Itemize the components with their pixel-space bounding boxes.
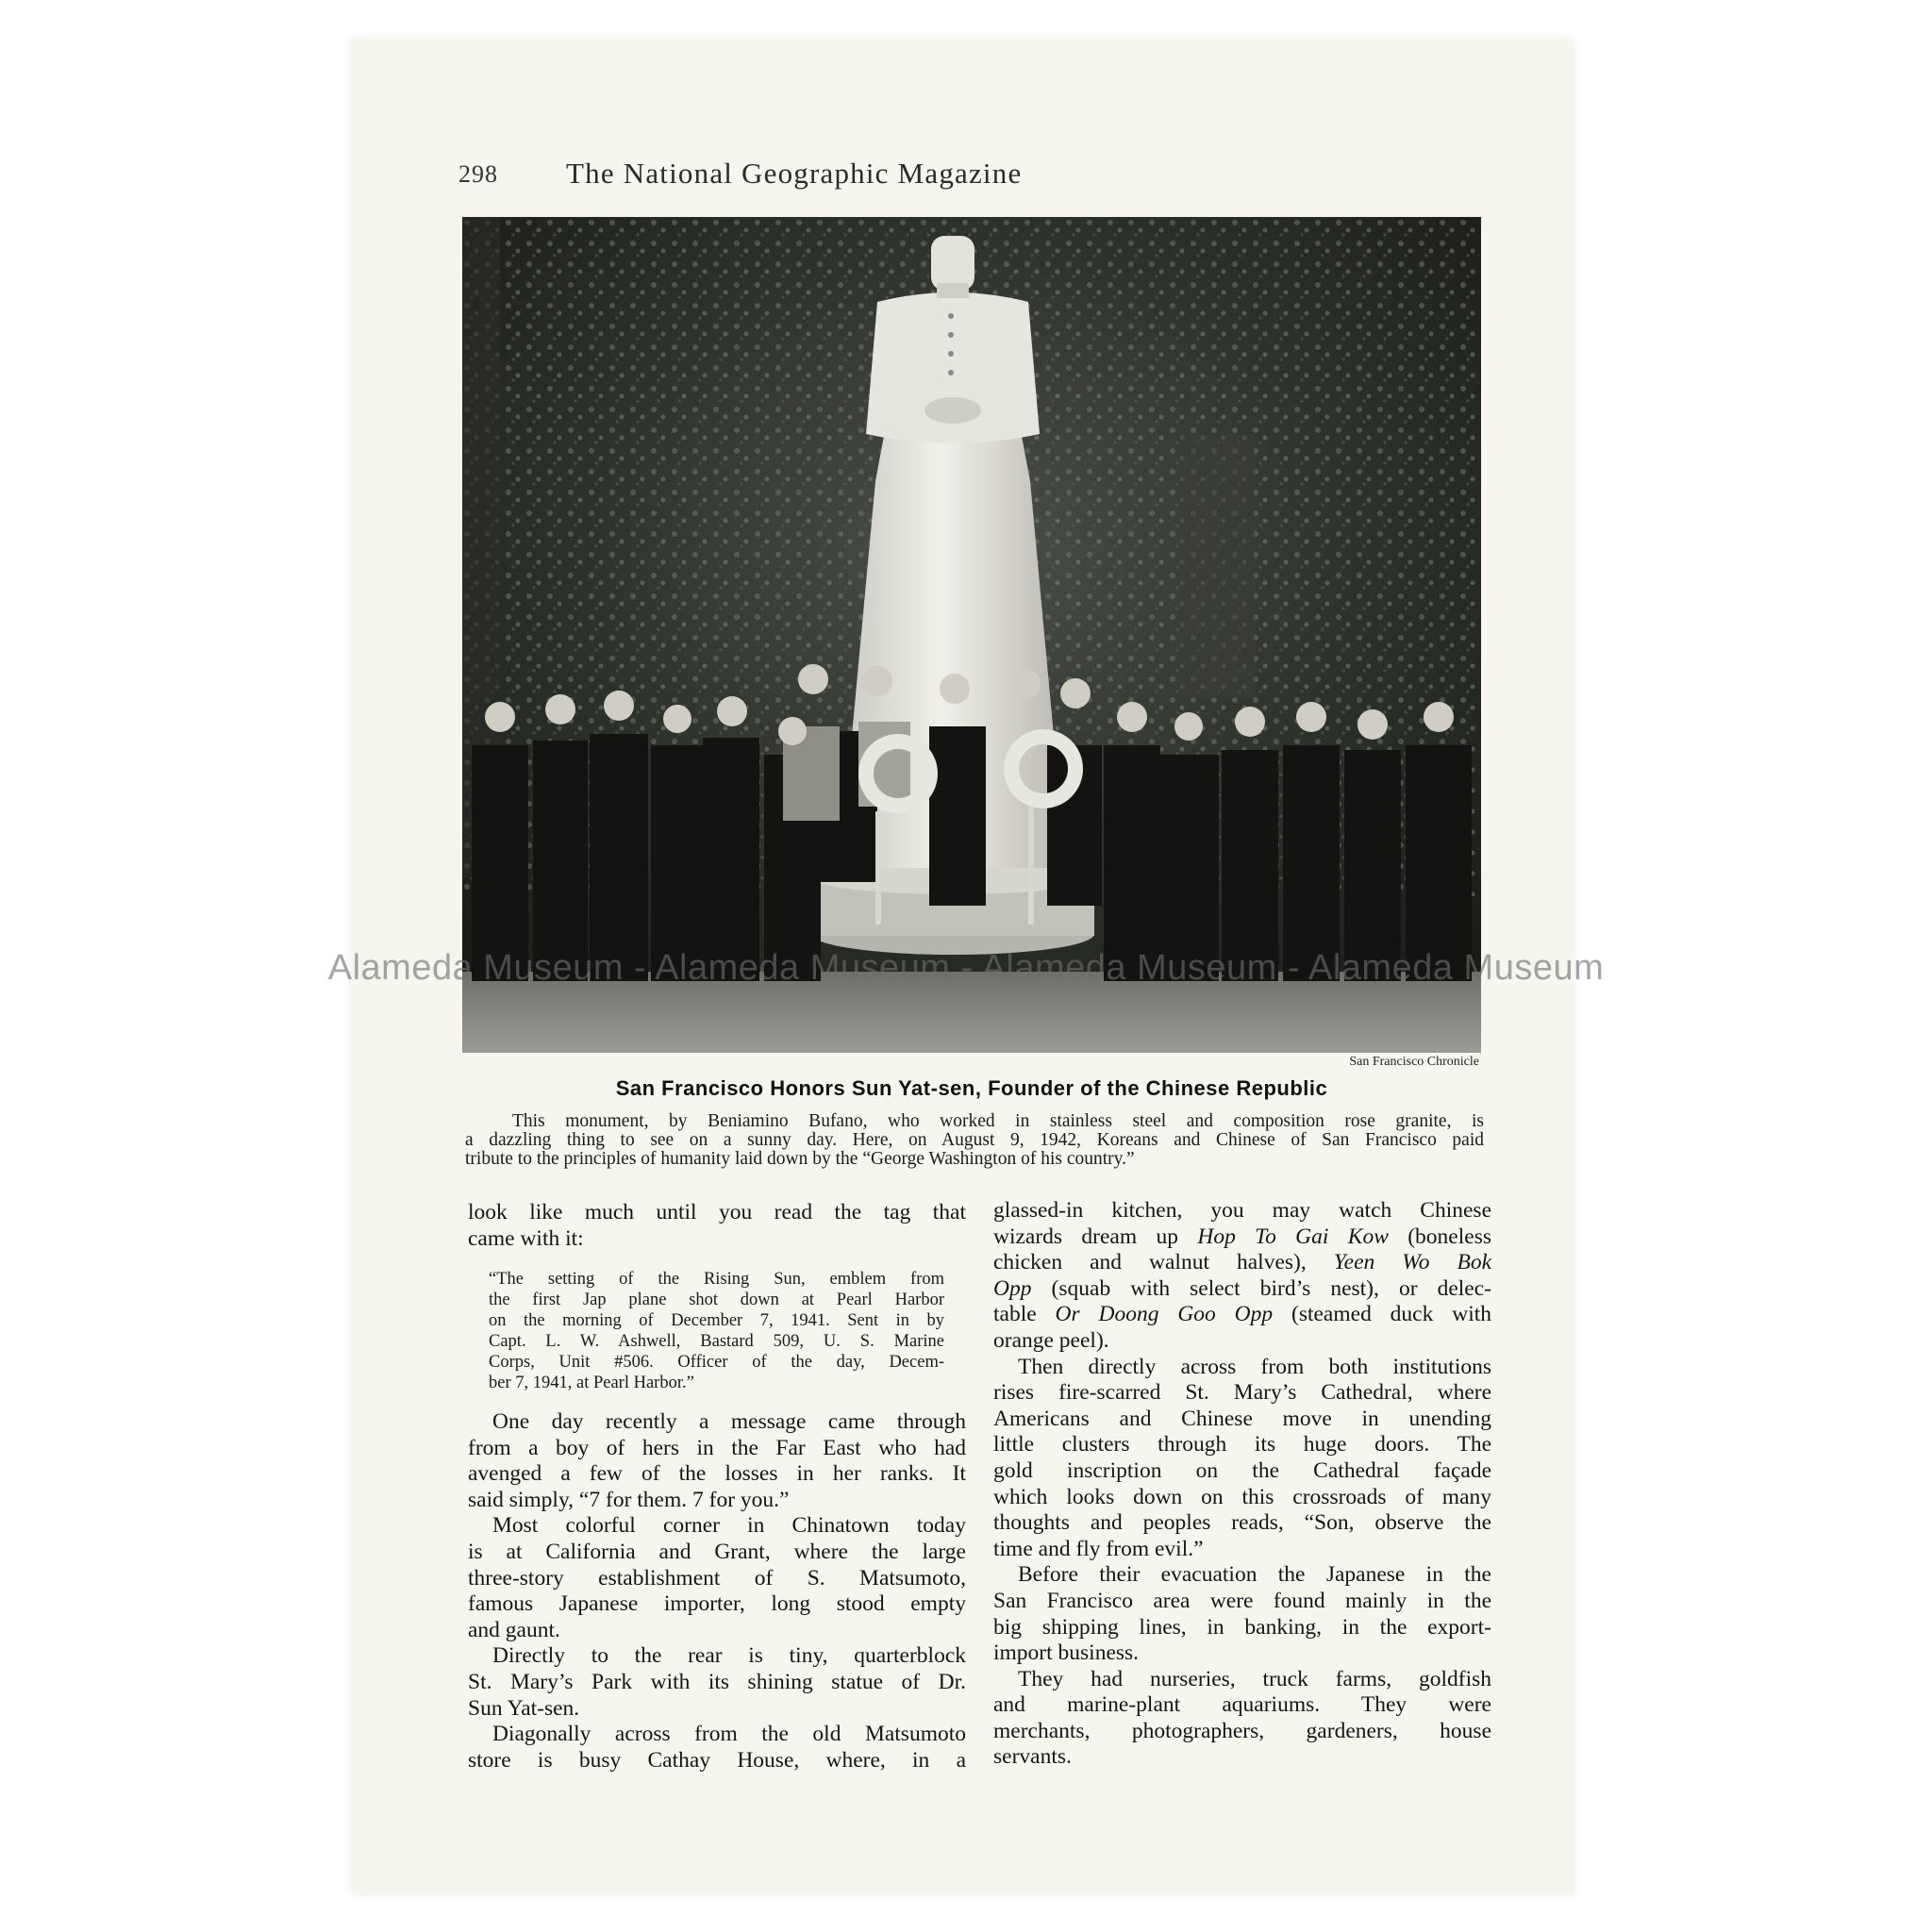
text-line: came with it: <box>468 1225 584 1251</box>
text-line: One day recently a message came through <box>492 1409 966 1434</box>
text-line: import business. <box>993 1641 1140 1666</box>
text-line: big shipping lines, in banking, in the export- <box>993 1614 1491 1640</box>
dish-name: Opp <box>993 1275 1032 1301</box>
quote-line: on the morning of December 7, 1941. Sent in by <box>489 1311 944 1330</box>
text-line: St. Mary’s Park with its shining statue of Dr. <box>468 1669 966 1694</box>
text-line <box>993 1224 1491 1251</box>
text-run: chicken and walnut halves), <box>993 1250 1334 1275</box>
text-line: gold inscription on the Cathedral façade <box>993 1457 1491 1483</box>
quote-line: Corps, Unit #506. Officer of the day, Decem- <box>489 1353 944 1372</box>
text-line: said simply, “7 for them. 7 for you.” <box>468 1487 790 1512</box>
text-line: servants. <box>993 1744 1072 1770</box>
text-run: (squab with select bird’s nest), or delec- <box>1031 1275 1491 1301</box>
text-line: Before their evacuation the Japanese in the <box>1018 1562 1491 1588</box>
text-line: Diagonally across from the old Matsumoto <box>492 1722 966 1747</box>
right-column <box>993 1198 1491 1771</box>
text-line: orange peel). <box>993 1327 1109 1353</box>
text-line: avenged a few of the losses in her ranks. It <box>468 1461 966 1487</box>
text-line: glassed-in kitchen, you may watch Chinese <box>993 1198 1491 1223</box>
caption-line: tribute to the principles of humanity laid down by the “George Washington of his country.” <box>465 1149 1135 1169</box>
text-line <box>993 1250 1491 1276</box>
text-run: wizards dream up <box>993 1224 1198 1249</box>
text-line <box>993 1276 1491 1303</box>
text-line: famous Japanese importer, long stood empty <box>468 1591 966 1617</box>
running-head: The National Geographic Magazine <box>566 157 1023 190</box>
caption-line: a dazzling thing to see on a sunny day. Here, on August 9, 1942, Koreans and Chinese of San Francisco paid <box>465 1130 1484 1150</box>
text-line: thoughts and peoples reads, “Son, observe the <box>993 1510 1491 1536</box>
text-line: is at California and Grant, where the large <box>468 1539 966 1564</box>
text-run: table <box>993 1302 1056 1327</box>
text-line: Then directly across from both institutions <box>1018 1354 1491 1379</box>
photo-credit: San Francisco Chronicle <box>1349 1055 1479 1069</box>
caption-title: San Francisco Honors Sun Yat-sen, Founder of the Chinese Republic <box>615 1076 1328 1100</box>
monument-photo <box>462 217 1481 1053</box>
left-column <box>468 1200 966 1252</box>
text-line: store is busy Cathay House, where, in a <box>468 1747 966 1773</box>
text-run: (steamed duck with <box>1273 1302 1491 1327</box>
quote-line: the first Jap plane shot down at Pearl Harbor <box>489 1291 944 1309</box>
text-line: They had nurseries, truck farms, goldfish <box>1018 1666 1491 1691</box>
text-line: little clusters through its huge doors. The <box>993 1432 1491 1457</box>
text-line: and gaunt. <box>468 1617 560 1642</box>
dish-name: Hop To Gai Kow <box>1197 1224 1389 1249</box>
caption-body <box>465 1112 1484 1169</box>
text-run: (boneless <box>1388 1224 1491 1249</box>
text-line: look like much until you read the tag that <box>468 1200 966 1224</box>
text-line <box>993 1302 1491 1328</box>
text-line: San Francisco area were found mainly in the <box>993 1588 1491 1613</box>
caption-line: This monument, by Beniamino Bufano, who worked in stainless steel and composition rose granite, is <box>512 1111 1484 1131</box>
quote-line: ber 7, 1941, at Pearl Harbor.” <box>489 1374 694 1392</box>
left-column-body <box>468 1409 966 1774</box>
text-line: and marine-plant aquariums. They were <box>993 1692 1491 1718</box>
text-line: rises fire-scarred St. Mary’s Cathedral, where <box>993 1380 1491 1406</box>
text-line: from a boy of hers in the Far East who had <box>468 1435 966 1460</box>
text-line: which looks down on this crossroads of many <box>993 1484 1491 1509</box>
text-line: merchants, photographers, gardeners, house <box>993 1718 1491 1743</box>
text-line: Americans and Chinese move in unending <box>993 1406 1491 1431</box>
text-line: Directly to the rear is tiny, quarterblock <box>492 1643 966 1669</box>
text-line: Most colorful corner in Chinatown today <box>492 1513 966 1539</box>
quote-line: Capt. L. W. Ashwell, Bastard 509, U. S. Marine <box>489 1332 944 1351</box>
watermark: Alameda Museum - Alameda Museum - Alameda Museum - Alameda Museum <box>327 948 1605 988</box>
quote-line: “The setting of the Rising Sun, emblem from <box>489 1270 944 1289</box>
text-line: Sun Yat-sen. <box>468 1695 580 1721</box>
text-line: three-story establishment of S. Matsumoto, <box>468 1565 966 1591</box>
dish-name: Or Doong Goo Opp <box>1055 1302 1274 1327</box>
page-number: 298 <box>458 160 498 188</box>
block-quote <box>489 1269 944 1393</box>
text-line: time and fly from evil.” <box>993 1536 1204 1561</box>
dish-name: Yeen Wo Bok <box>1333 1250 1491 1275</box>
